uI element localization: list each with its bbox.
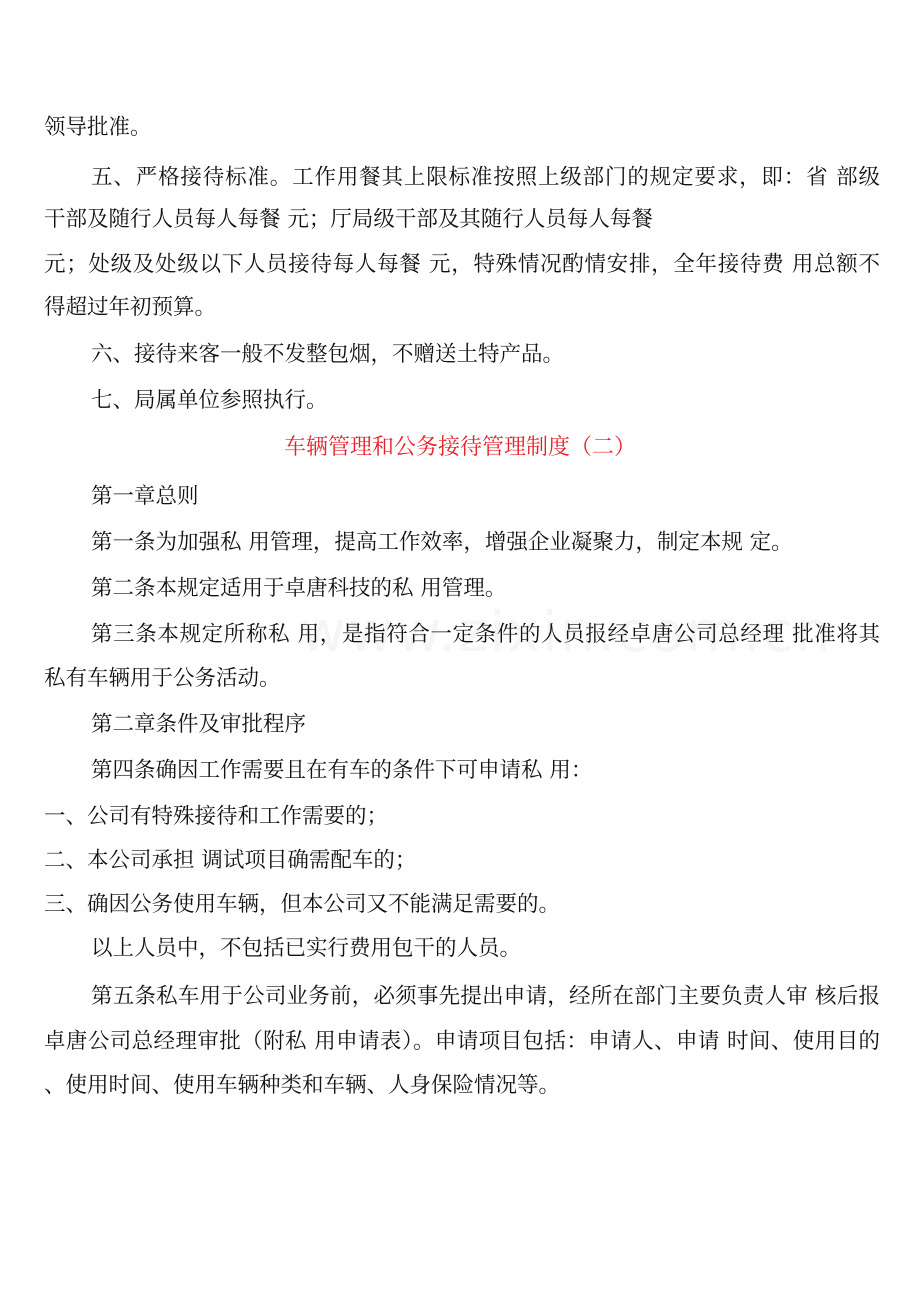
paragraph-line: 第一条为加强私 用管理，提高工作效率，增强企业凝聚力，制定本规 定。 — [91, 530, 793, 555]
list-item: 二、本公司承担 调试项目确需配车的； — [44, 848, 417, 873]
list-item: 一、公司有特殊接待和工作需要的； — [44, 804, 389, 829]
paragraph-line: 得超过年初预算。 — [44, 295, 217, 320]
list-item: 三、确因公务使用车辆，但本公司又不能满足需要的。 — [44, 892, 561, 917]
paragraph-line: 卓唐公司总经理审批（附私 用申请表）。申请项目包括：申请人、申请 时间、使用目的 — [44, 1029, 880, 1054]
paragraph-line: 五、严格接待标准。工作用餐其上限标准按照上级部门的规定要求，即：省 部级 — [91, 165, 880, 190]
paragraph-line: 第五条私车用于公司业务前，必须事先提出申请，经所在部门主要负责人审 核后报 — [91, 984, 880, 1009]
chapter-heading: 第二章条件及审批程序 — [91, 712, 307, 737]
paragraph-line: 私有车辆用于公务活动。 — [44, 666, 281, 691]
paragraph-line: 以上人员中，不包括已实行费用包干的人员。 — [91, 936, 522, 961]
paragraph-line: 干部及随行人员每人每餐 元；厅局级干部及其随行人员每人每餐 — [44, 207, 653, 232]
paragraph-line: 七、局属单位参照执行。 — [91, 388, 328, 413]
paragraph-line: 六、接待来客一般不发整包烟，不赠送土特产品。 — [91, 342, 565, 367]
chapter-heading: 第一章总则 — [91, 484, 199, 509]
paragraph-line: 领导批准。 — [44, 115, 152, 140]
paragraph-line: 第四条确因工作需要且在有车的条件下可申请私 用： — [91, 758, 593, 783]
paragraph-line: 元；处级及处级以下人员接待每人每餐 元，特殊情况酌情安排，全年接待费 用总额不 — [44, 252, 880, 277]
paragraph-line: 第二条本规定适用于卓唐科技的私 用管理。 — [91, 576, 507, 601]
paragraph-line: 第三条本规定所称私 用，是指符合一定条件的人员报经卓唐公司总经理 批准将其 — [91, 622, 880, 647]
paragraph-line: 、使用时间、使用车辆种类和车辆、人身保险情况等。 — [44, 1073, 561, 1098]
section-title: 车辆管理和公务接待管理制度（二） — [283, 435, 636, 460]
